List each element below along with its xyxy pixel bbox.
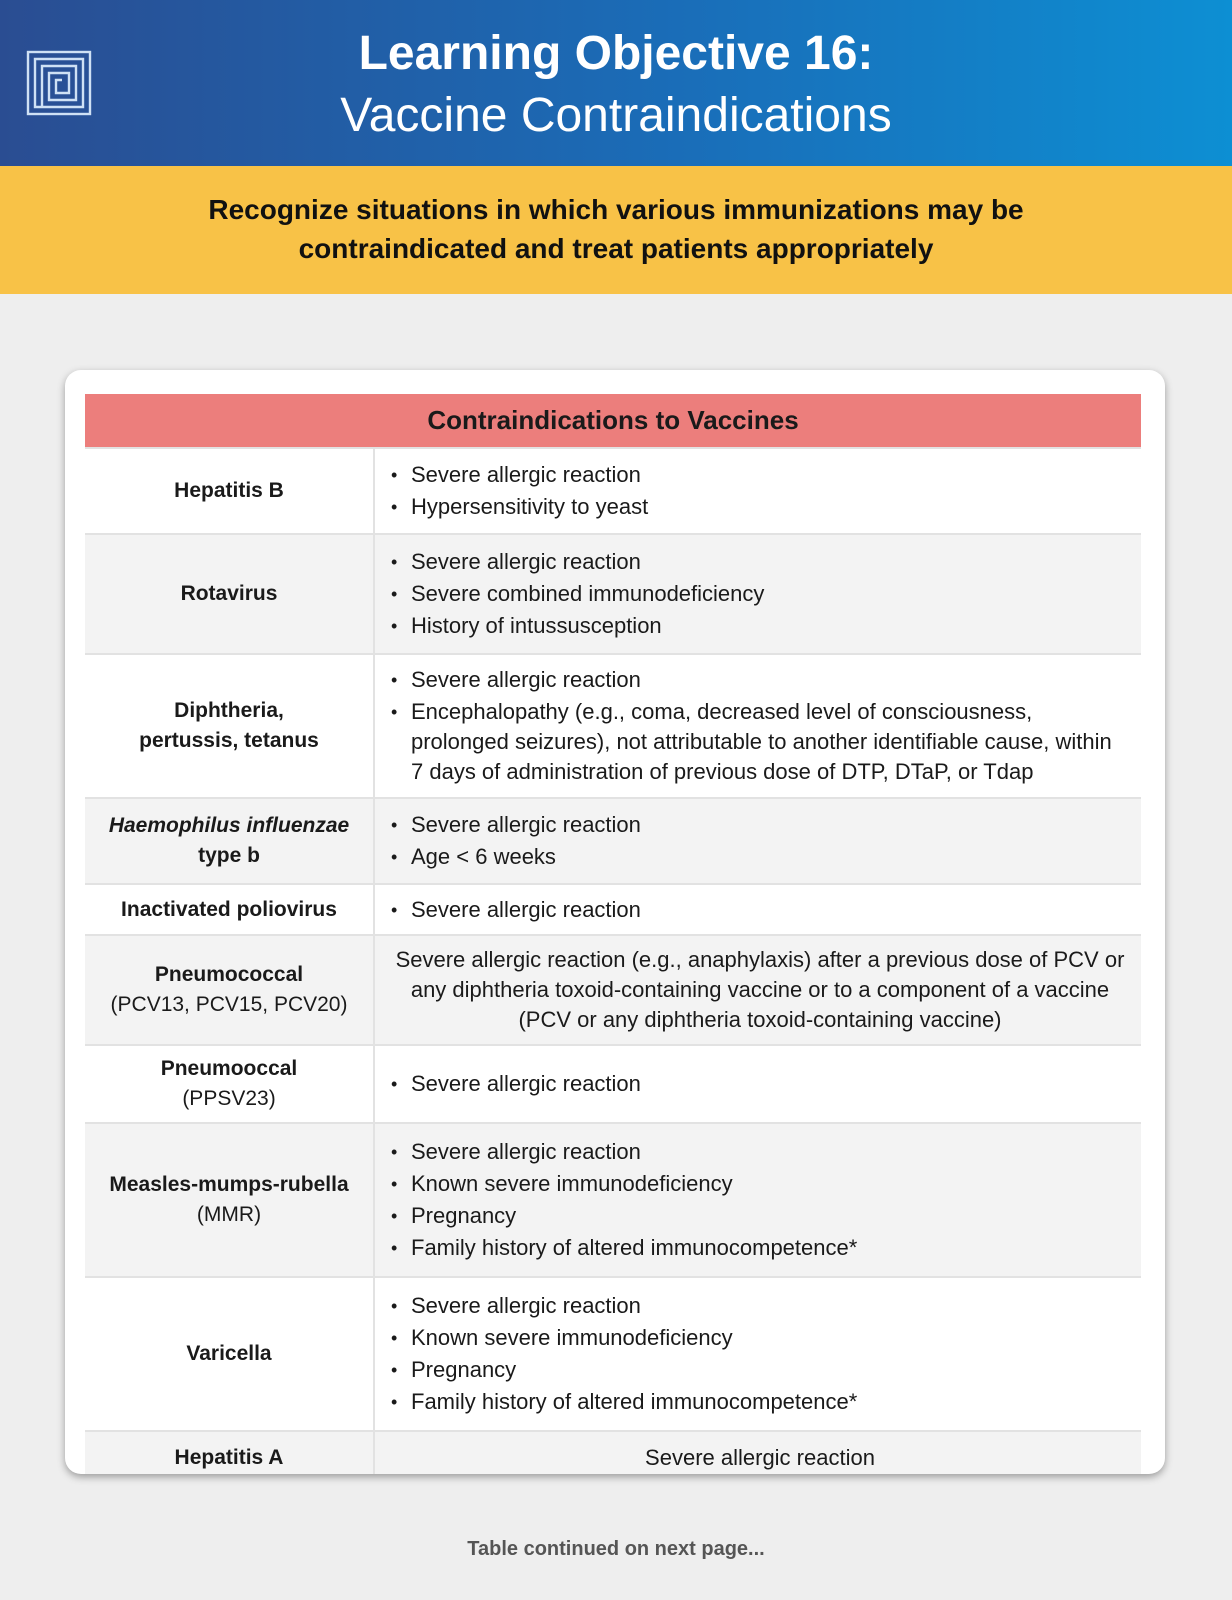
contraindication-cell bbox=[375, 936, 1141, 1044]
vaccine-name: type b bbox=[198, 844, 260, 867]
objective-banner bbox=[0, 166, 1232, 294]
vaccine-name: Haemophilus influenzae bbox=[108, 814, 350, 837]
vaccine-cell bbox=[85, 885, 375, 934]
table-row bbox=[85, 1122, 1141, 1276]
vaccine-name: Diphtheria, bbox=[174, 699, 284, 722]
list-item: • Age < 6 weeks bbox=[391, 842, 1129, 872]
contraindication-text: Severe allergic reaction (e.g., anaphylaxis) after a previous dose of PCV or any diphtheria toxoid-containing vaccine or to a component of a vaccine (PCV or any diphtheria toxoid-containing vaccine) bbox=[395, 947, 1125, 1032]
table-row bbox=[85, 447, 1141, 533]
vaccine-abbreviation: (MMR) bbox=[196, 1203, 262, 1226]
list-item: • History of intussusception bbox=[391, 611, 1129, 641]
vaccine-cell bbox=[85, 1432, 375, 1474]
list-item: • Pregnancy bbox=[391, 1201, 1129, 1231]
vaccine-cell bbox=[85, 655, 375, 797]
list-item: • Severe combined immunodeficiency bbox=[391, 579, 1129, 609]
table-row bbox=[85, 1276, 1141, 1430]
contraindication-cell bbox=[375, 799, 1141, 883]
table-card bbox=[65, 370, 1165, 1474]
contraindication-cell bbox=[375, 885, 1141, 934]
vaccine-name: Hepatitis A bbox=[174, 1446, 284, 1469]
list-item: • Severe allergic reaction bbox=[391, 895, 1129, 925]
list-item: • Encephalopathy (e.g., coma, decreased level of consciousness, prolonged seizures), not attributable to another identifiable cause, within 7 days of administration of previous dose of DTP, DTaP, or Tdap bbox=[391, 697, 1129, 787]
list-item: • Known severe immunodeficiency bbox=[391, 1323, 1129, 1353]
continuation-note: Table continued on next page... bbox=[467, 1538, 765, 1560]
list-item: • Severe allergic reaction bbox=[391, 665, 1129, 695]
vaccine-cell bbox=[85, 449, 375, 533]
contraindication-cell bbox=[375, 1046, 1141, 1122]
table-heading: Contraindications to Vaccines bbox=[85, 394, 1141, 447]
vaccine-name: Measles-mumps-rubella bbox=[109, 1173, 349, 1196]
objective-text: Recognize situations in which various immunizations may be contraindicated and treat patients appropriately bbox=[208, 194, 1024, 264]
vaccine-cell bbox=[85, 535, 375, 653]
vaccine-name: Pneumooccal bbox=[160, 1057, 298, 1080]
list-item: • Family history of altered immunocompetence* bbox=[391, 1233, 1129, 1263]
vaccine-cell bbox=[85, 1278, 375, 1430]
list-item: • Severe allergic reaction bbox=[391, 1137, 1129, 1167]
list-item: • Known severe immunodeficiency bbox=[391, 1169, 1129, 1199]
contraindication-cell bbox=[375, 535, 1141, 653]
list-item: • Severe allergic reaction bbox=[391, 460, 1129, 490]
table-row bbox=[85, 653, 1141, 797]
vaccine-cell bbox=[85, 1046, 375, 1122]
contraindication-cell bbox=[375, 1432, 1141, 1474]
page-title: Learning Objective 16: bbox=[358, 27, 874, 80]
vaccine-name: Varicella bbox=[186, 1342, 272, 1365]
vaccine-cell bbox=[85, 1124, 375, 1276]
contraindication-cell bbox=[375, 1124, 1141, 1276]
contraindication-cell bbox=[375, 1278, 1141, 1430]
contraindication-cell bbox=[375, 655, 1141, 797]
list-item: • Severe allergic reaction bbox=[391, 810, 1129, 840]
vaccine-name: Rotavirus bbox=[180, 582, 278, 605]
list-item: • Hypersensitivity to yeast bbox=[391, 492, 1129, 522]
table-row bbox=[85, 797, 1141, 883]
vaccine-abbreviation: (PPSV23) bbox=[182, 1087, 276, 1110]
vaccine-name: pertussis, tetanus bbox=[139, 729, 319, 752]
table-row bbox=[85, 1430, 1141, 1474]
contraindication-cell bbox=[375, 449, 1141, 533]
contraindications-table bbox=[85, 394, 1141, 1474]
list-item: • Family history of altered immunocompetence* bbox=[391, 1387, 1129, 1417]
list-item: • Severe allergic reaction bbox=[391, 1291, 1129, 1321]
table-row bbox=[85, 1044, 1141, 1122]
vaccine-name: Inactivated poliovirus bbox=[121, 897, 337, 921]
vaccine-name: Hepatitis B bbox=[174, 479, 284, 502]
header-banner bbox=[0, 0, 1232, 166]
table-row bbox=[85, 533, 1141, 653]
vaccine-name: Pneumococcal bbox=[154, 963, 304, 986]
vaccine-cell bbox=[85, 799, 375, 883]
list-item: • Severe allergic reaction bbox=[391, 547, 1129, 577]
list-item: • Severe allergic reaction bbox=[391, 1069, 1129, 1099]
vaccine-cell bbox=[85, 936, 375, 1044]
contraindication-text: Severe allergic reaction bbox=[645, 1445, 875, 1470]
list-item: • Pregnancy bbox=[391, 1355, 1129, 1385]
table-row bbox=[85, 934, 1141, 1044]
page-subtitle-title: Vaccine Contraindications bbox=[340, 89, 892, 142]
table-row bbox=[85, 883, 1141, 934]
vaccine-abbreviation: (PCV13, PCV15, PCV20) bbox=[110, 993, 348, 1016]
